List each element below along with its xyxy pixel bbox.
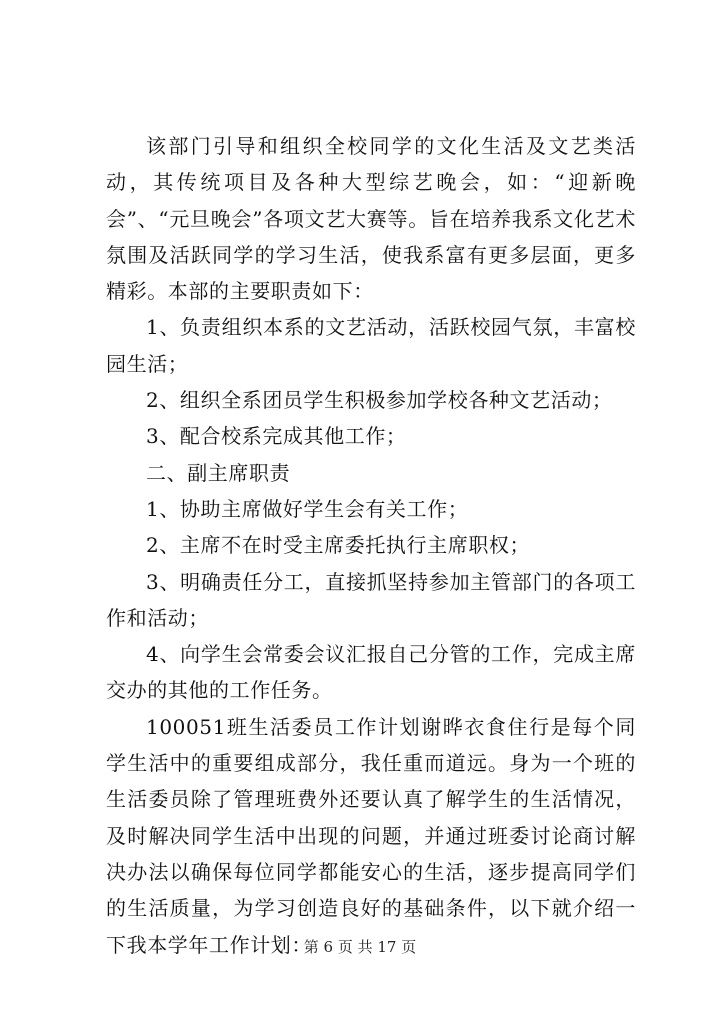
section-heading-vice-chair-duties: 二、副主席职责 — [146, 460, 291, 485]
page-number-footer: 第 6 页 共 17 页 — [303, 938, 417, 956]
paragraph-vice-duty-3: 3、明确责任分工，直接抓坚持参加主管部门的各项工作和活动； — [106, 569, 636, 630]
paragraph-vice-duty-4: 4、向学生会常委会议汇报自己分管的工作，完成主席交办的其他的工作任务。 — [106, 642, 636, 703]
paragraph-duty-1: 1、负责组织本系的文艺活动，活跃校园气氛，丰富校园生活； — [106, 315, 636, 376]
paragraph-vice-duty-2: 2、主席不在时受主席委托执行主席职权； — [146, 533, 531, 558]
paragraph-duty-3: 3、配合校系完成其他工作； — [146, 424, 407, 449]
document-body — [106, 128, 636, 963]
paragraph-literature-dept-intro: 该部门引导和组织全校同学的文化生活及文艺类活动，其传统项目及各种大型综艺晚会，如：“迎新晚会”、“元旦晚会”各项文艺大赛等。旨在培养我系文化艺术氛围及活跃同学的学习生活，使我系富有更多层面，更多精彩。本部的主要职责如下： — [106, 134, 636, 304]
paragraph-vice-duty-1: 1、协助主席做好学生会有关工作； — [146, 496, 469, 521]
paragraph-duty-2: 2、组织全系团员学生积极参加学校各种文艺活动； — [146, 388, 613, 413]
paragraph-life-committee-plan: 100051班生活委员工作计划谢晔衣食住行是每个同学生活中的重要组成部分，我任重而道远。身为一个班的生活委员除了管理班费外还要认真了解学生的生活情况，及时解决同学生活中出现的问题，并通过班委讨论商讨解决办法以确保每位同学都能安心的生活，逐步提高同学们的生活质量，为学习创造良好的基础条件，以下就介绍一下我本学年工作计划： — [106, 714, 636, 957]
